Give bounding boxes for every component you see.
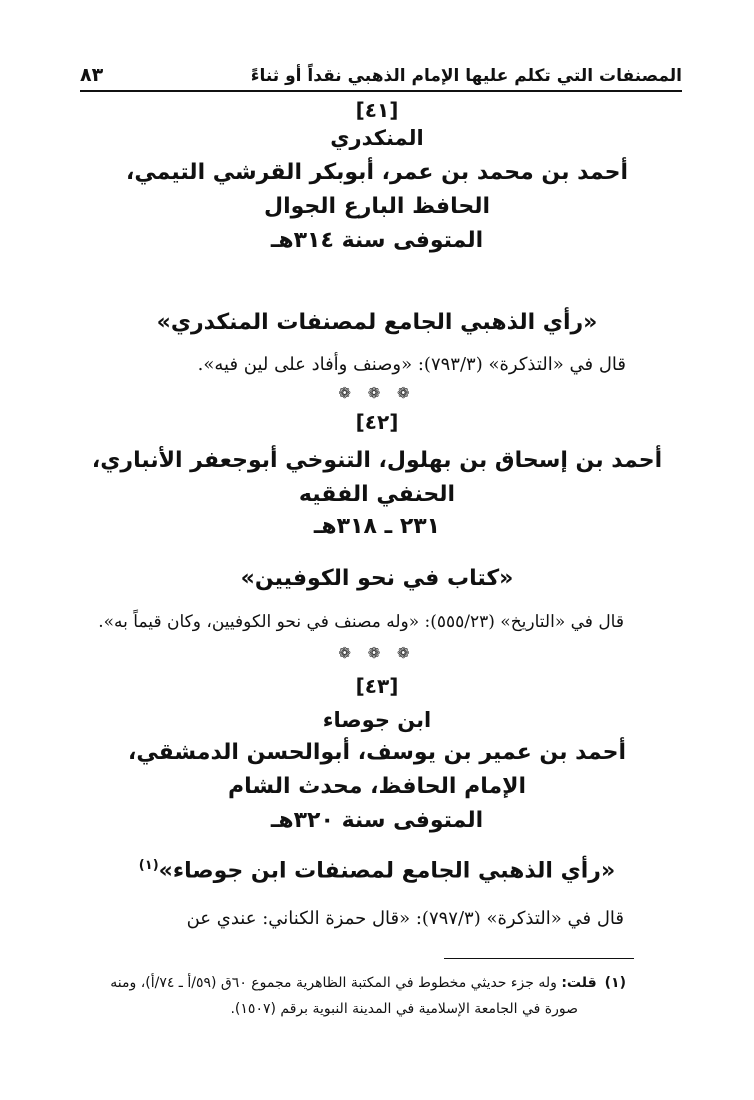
footnote-marker: (١) <box>604 975 626 991</box>
entry-nisba-41: المنكدري <box>330 126 424 150</box>
entry-number-43: [٤٣] <box>355 674 399 698</box>
section-heading: «كتاب في نحو الكوفيين» <box>240 566 514 591</box>
quote-text: قال في «التذكرة» (٧٩٧/٣): «قال حمزة الكناني: عندي عن <box>186 908 624 929</box>
footnote-text: وله جزء حديثي مخطوط في المكتبة الظاهرية مجموع ٦٠ق (٥٩/أ ـ ٧٤/أ)، ومنه <box>110 975 557 991</box>
entry-nisba-43: ابن جوصاء <box>322 708 432 732</box>
footnote-line <box>78 970 626 996</box>
header-title: المصنفات التي تكلم عليها الإمام الذهبي نقداً أو ثناءً <box>250 66 682 86</box>
entry-number-42: [٤٢] <box>355 410 399 434</box>
entry-bio-line: الإمام الحافظ، محدث الشام <box>227 774 526 799</box>
quote-text: قال في «التذكرة» (٧٩٣/٣): «وصنف وأفاد على لين فيه». <box>197 354 626 375</box>
entry-bio-line: المتوفى سنة ٣٢٠هـ <box>270 808 484 833</box>
entry-bio-line: الحنفي الفقيه <box>298 482 456 507</box>
footnote <box>78 970 626 1022</box>
entry-bio-line: أحمد بن إسحاق بن بهلول، التنوخي أبوجعفر الأنباري، <box>91 448 663 473</box>
footnote-line: صورة في الجامعة الإسلامية في المدينة النبوية برقم (١٥٠٧). <box>230 1001 578 1017</box>
separator-stars: ❁ ❁ ❁ <box>338 644 416 662</box>
separator-stars: ❁ ❁ ❁ <box>338 384 416 402</box>
entry-number-41: [٤١] <box>355 98 399 122</box>
footnote-lead: قلت: <box>561 975 597 991</box>
entry-bio-line: أحمد بن محمد بن عمر، أبوبكر القرشي التيمي، <box>125 160 628 185</box>
entry-bio-line: ٢٣١ ـ ٣١٨هـ <box>313 514 441 539</box>
footnote-reference[interactable]: (١) <box>138 858 159 873</box>
quote-text: قال في «التاريخ» (٥٥٥/٢٣): «وله مصنف في نحو الكوفيين، وكان قيماً به». <box>98 612 624 632</box>
section-heading <box>40 858 714 883</box>
running-header <box>80 60 682 92</box>
footnote-divider <box>444 958 634 959</box>
section-heading-text: «رأي الذهبي الجامع لمصنفات ابن جوصاء» <box>158 858 616 884</box>
entry-bio-line: أحمد بن عمير بن يوسف، أبوالحسن الدمشقي، <box>127 740 627 765</box>
page-number: ٨٣ <box>80 64 104 86</box>
section-heading: «رأي الذهبي الجامع لمصنفات المنكدري» <box>156 310 598 335</box>
entry-bio-line: المتوفى سنة ٣١٤هـ <box>270 228 484 253</box>
entry-bio-line: الحافظ البارع الجوال <box>263 194 490 219</box>
